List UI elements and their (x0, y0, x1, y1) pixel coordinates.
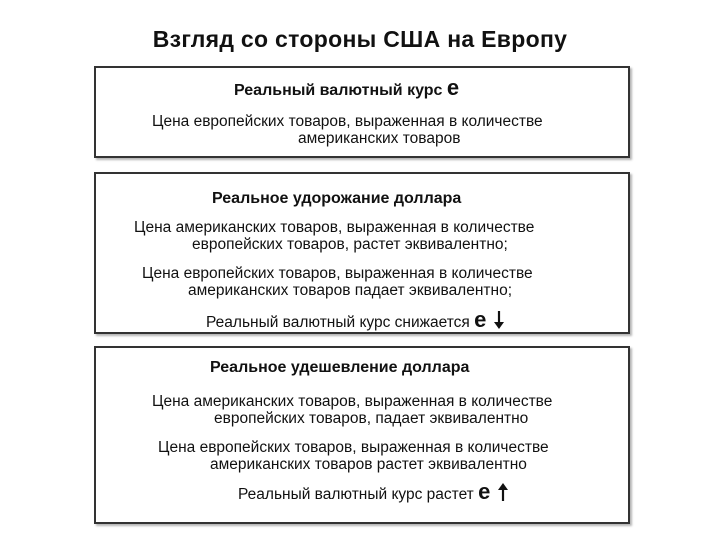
paragraph-american-goods (152, 393, 552, 427)
text-line: Цена американских товаров, выраженная в количестве (152, 393, 553, 410)
text-line: американских товаров (298, 130, 461, 147)
arrow-down-icon (494, 310, 504, 334)
rate-statement (206, 307, 504, 334)
rate-text: Реальный валютный курс растет (238, 486, 474, 503)
paragraph-european-goods (158, 439, 549, 473)
box-heading (234, 75, 460, 100)
text-line: европейских товаров, растет эквивалентно; (192, 236, 508, 253)
paragraph-european-goods (142, 265, 533, 299)
exchange-rate-symbol: е (474, 307, 487, 332)
text-line: Цена европейских товаров, выраженная в количестве (152, 113, 543, 130)
dollar-appreciation-box (94, 172, 630, 334)
dollar-depreciation-box (94, 346, 630, 524)
text-line: Цена европейских товаров, выраженная в количестве (158, 439, 549, 456)
arrow-up-icon (498, 482, 508, 506)
real-exchange-rate-box (94, 66, 630, 158)
definition-text (152, 113, 543, 147)
rate-text: Реальный валютный курс снижается (206, 314, 470, 331)
page-title: Взгляд со стороны США на Европу (152, 26, 568, 52)
text-line: европейских товаров, падает эквивалентно (214, 410, 529, 427)
text-line: американских товаров падает эквивалентно; (188, 282, 512, 299)
heading-text: Реальный валютный курс (234, 82, 443, 99)
paragraph-american-goods (134, 219, 534, 253)
text-line: Цена американских товаров, выраженная в количестве (134, 219, 535, 236)
box-heading: Реальное удорожание доллара (212, 190, 462, 207)
box-heading: Реальное удешевление доллара (210, 359, 470, 376)
rate-statement (238, 479, 508, 506)
exchange-rate-symbol: е (478, 479, 491, 504)
text-line: Цена европейских товаров, выраженная в количестве (142, 265, 533, 282)
text-line: американских товаров растет эквивалентно (210, 456, 527, 473)
exchange-rate-symbol: е (446, 75, 460, 100)
